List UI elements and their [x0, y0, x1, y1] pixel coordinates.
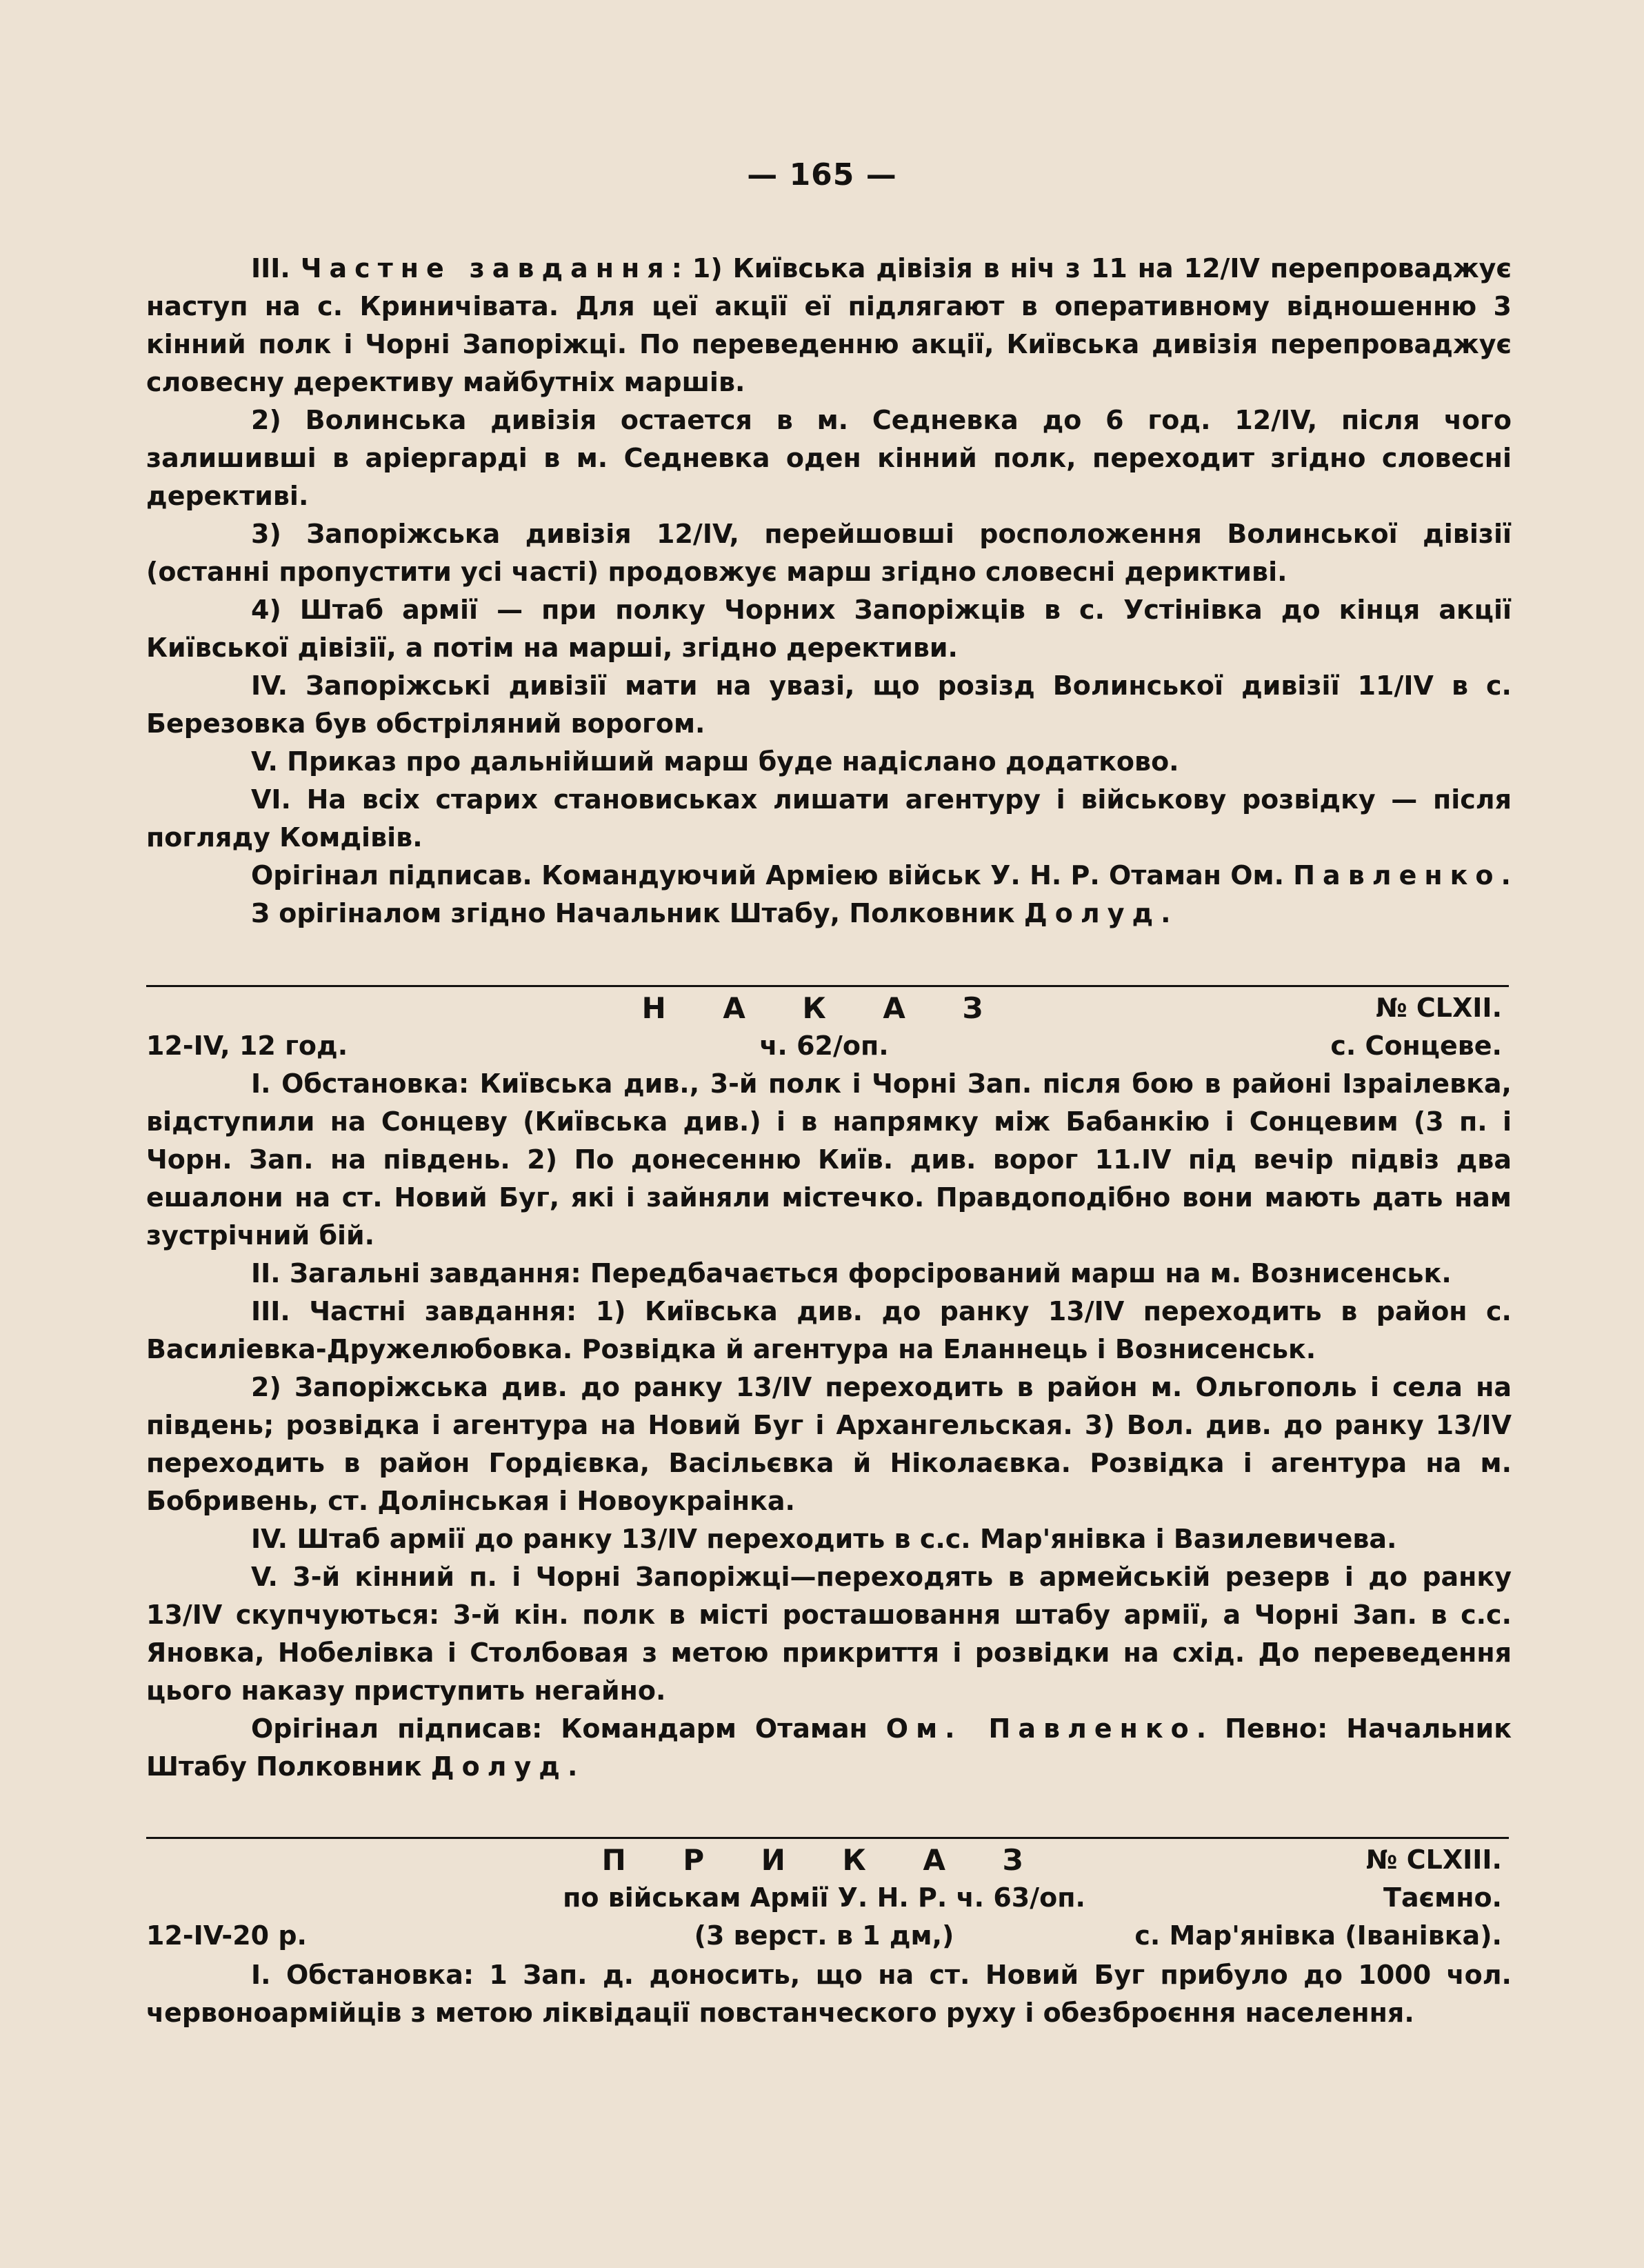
- divider-rule: [146, 1837, 1509, 1839]
- paragraph-text: V. Приказ про дальнійший марш буде надіслано додатково.: [251, 746, 1179, 777]
- paragraph-text: З орігіналом згідно Начальник Штабу, Полковник: [251, 898, 1024, 928]
- spaced-emphasis: Частне завдання: [300, 253, 672, 284]
- paragraph: [146, 667, 1512, 743]
- paragraph-text: I. Обстановка: 1 Зап. д. доносить, що на ст. Новий Буг прибуло до 1000 чол. червоноармійців з метою ліквідації повстанческого руху і обезброєння населення.: [146, 1960, 1512, 2028]
- order1-number: № CLXII.: [1375, 993, 1502, 1023]
- divider-rule: [146, 985, 1509, 987]
- order2-subtitle: по військам Армії У. Н. Р. ч. 63/оп.: [563, 1882, 1085, 1913]
- paragraph-text: V. 3-й кінний п. і Чорні Запоріжці—переходять в армейській резерв і до ранку 13/IV скупчуються: 3-й кін. полк в місті росташовання штабу армії, а Чорні Зап. в с.с. Яновка, Нобелівка і Столбовая з метою прикриття і розвідки на схід. До переведення цього наказу приступить негайно.: [146, 1562, 1512, 1706]
- paragraph-text: 2) Запоріжська див. до ранку 13/IV переходить в район м. Ольгополь і села на південь; розвідка і агентура на Новий Буг і Архангельская. 3) Вол. див. до ранку 13/IV переходить в район Гордієвка, Васільєвка й Ніколаєвка. Розвідка і агентура на м. Бобривень, ст. Долінськая і Новоукраінка.: [146, 1372, 1512, 1516]
- paragraph-text: IV. Штаб армії до ранку 13/IV переходить в с.с. Мар'янівка і Вазилевичева.: [251, 1524, 1397, 1554]
- paragraph: [146, 1255, 1512, 1293]
- paragraph-text: : 1) Київська дівізія в ніч з 11 на 12/IV перепроваджує наступ на с. Криничівата. Для цеї акції еї підлягают в оперативному відношенню 3 кінний полк і Чорні Запоріжці. По переведенню акції, Київська дивізія перепроваджує словесну дерективу майбутніх маршів.: [146, 253, 1512, 397]
- order1-title: Н А К А З: [641, 991, 1007, 1025]
- order2-date: 12-IV-20 р.: [146, 1920, 307, 1951]
- block-order-continuation: [146, 250, 1512, 933]
- page-number: — 165 —: [747, 157, 897, 192]
- order2-meta: [146, 1917, 1502, 1955]
- paragraph-text: III. Частні завдання: 1) Київська див. до ранку 13/IV переходить в район с. Василіевка-Дружелюбовка. Розвідка й агентура на Еланнець і Вознисенськ.: [146, 1296, 1512, 1364]
- order1-place: с. Сонцеве.: [1330, 1031, 1502, 1061]
- paragraph: [146, 1710, 1512, 1786]
- paragraph-text: .: [567, 1751, 578, 1782]
- spaced-emphasis: Долуд: [430, 1751, 568, 1782]
- paragraph-text: .: [1161, 898, 1171, 928]
- order2-header: [146, 1841, 1502, 1879]
- paragraph: [146, 743, 1512, 781]
- spaced-emphasis: Ом. Павленко: [885, 1713, 1196, 1744]
- order2-subheader: [146, 1879, 1502, 1917]
- paragraph: [146, 781, 1512, 857]
- paragraph: [146, 1293, 1512, 1369]
- order2-place: с. Мар'янівка (Іванівка).: [1134, 1920, 1502, 1951]
- paragraph-text: . Певно: Начальник Штабу Полковник: [146, 1713, 1512, 1782]
- order2-secret: Таємно.: [1383, 1882, 1502, 1913]
- paragraph: [146, 1065, 1512, 1255]
- paragraph: [146, 1558, 1512, 1710]
- spaced-emphasis: Павленко: [1293, 860, 1501, 891]
- paragraph: [146, 1956, 1512, 2032]
- order2-number: № CLXIII.: [1365, 1844, 1502, 1875]
- paragraph-text: IV. Запоріжські дивізії мати на увазі, що розізд Волинської дивізії 11/IV в с. Березовка був обстріляний ворогом.: [146, 670, 1512, 739]
- order2-body: [146, 1956, 1512, 2032]
- paragraph: [146, 401, 1512, 515]
- paragraph-text: III.: [251, 253, 301, 284]
- paragraph: [146, 1520, 1512, 1558]
- paragraph-text: I. Обстановка: Київська див., 3-й полк і Чорні Зап. після бою в районі Ізраілевка, відступили на Сонцеву (Київська див.) і в напрямку між Бабанкію і Сонцевим (3 п. і Чорн. Зап. на південь. 2) По донесенню Київ. див. ворог 11.IV під вечір підвіз два ешалони на ст. Новий Буг, які і зайняли містечко. Правдоподібно вони мають дать нам зустрічний бій.: [146, 1068, 1512, 1251]
- paragraph-text: VI. На всіх старих становиськах лишати агентуру і військову розвідку — після погляду Комдівів.: [146, 784, 1512, 853]
- paragraph: [146, 591, 1512, 667]
- order2-title: П Р И К А З: [601, 1843, 1047, 1877]
- paragraph-text: 2) Волинська дивізія остается в м. Седневка до 6 год. 12/IV, після чого залишивші в аріергарді в м. Седневка оден кінний полк, переходит згідно словесні дерективі.: [146, 405, 1512, 511]
- paragraph: [146, 895, 1512, 933]
- order1-header: [146, 989, 1502, 1027]
- order2-distance: (3 верст. в 1 дм,): [694, 1920, 954, 1951]
- paragraph-text: Орігінал підписав. Командуючий Арміею військ У. Н. Р. Отаман Ом.: [251, 860, 1294, 891]
- order1-date: 12-IV, 12 год.: [146, 1031, 348, 1061]
- paragraph: [146, 515, 1512, 591]
- paragraph: [146, 250, 1512, 401]
- paragraph: [146, 857, 1512, 895]
- order1-meta: [146, 1027, 1502, 1065]
- paragraph-text: Орігінал підписав: Командарм Отаман: [251, 1713, 886, 1744]
- order1-body: [146, 1065, 1512, 1786]
- order1-ref: ч. 62/оп.: [759, 1031, 889, 1061]
- paragraph-text: .: [1501, 860, 1511, 891]
- paragraph-text: II. Загальні завдання: Передбачається форсірований марш на м. Вознисенськ.: [251, 1258, 1452, 1289]
- paragraph: [146, 1369, 1512, 1520]
- paragraph-text: 4) Штаб армії — при полку Чорних Запоріжців в с. Устінівка до кінця акції Київської дівізії, а потім на марші, згідно дерективи.: [146, 595, 1512, 663]
- spaced-emphasis: Долуд: [1023, 898, 1161, 928]
- paragraph-text: 3) Запоріжська дивізія 12/IV, перейшовші росположення Волинської дівізії (останні пропустити усі часті) продовжує марш згідно словесні дериктиві.: [146, 519, 1512, 587]
